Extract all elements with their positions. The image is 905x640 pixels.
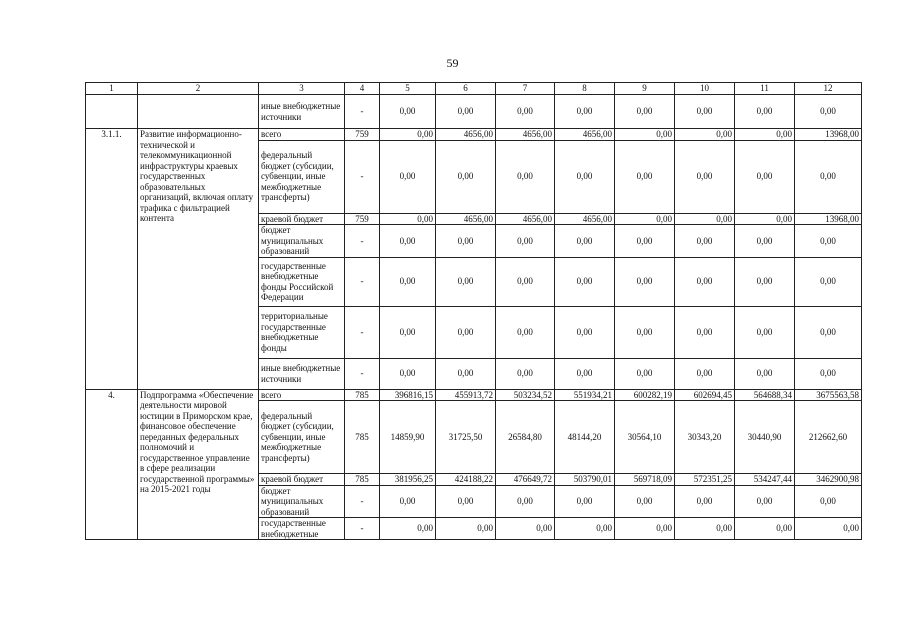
amount-cell: 0,00 (615, 358, 675, 389)
amount-cell: 0,00 (735, 485, 795, 518)
column-header: 3 (259, 83, 345, 95)
page-number: 59 (446, 56, 459, 70)
code-cell: - (345, 518, 380, 540)
amount-cell: 0,00 (735, 225, 795, 258)
amount-cell: 0,00 (615, 485, 675, 518)
amount-cell: 30564,10 (615, 401, 675, 474)
amount-cell: 396816,15 (380, 389, 436, 401)
amount-cell: 0,00 (795, 358, 862, 389)
code-cell: - (345, 95, 380, 129)
amount-cell: 0,00 (496, 225, 555, 258)
amount-cell: 0,00 (380, 140, 436, 213)
amount-cell: 0,00 (555, 358, 615, 389)
funding-source-cell: бюджет муниципальных образований (259, 225, 345, 258)
budget-table (85, 82, 862, 540)
amount-cell: 0,00 (496, 518, 555, 540)
amount-cell: 0,00 (380, 485, 436, 518)
amount-cell: 0,00 (555, 257, 615, 306)
amount-cell: 0,00 (795, 257, 862, 306)
amount-cell: 0,00 (675, 95, 735, 129)
amount-cell: 476649,72 (496, 474, 555, 486)
amount-cell: 0,00 (555, 518, 615, 540)
code-cell: 785 (345, 401, 380, 474)
amount-cell: 0,00 (735, 140, 795, 213)
funding-source-cell: иные внебюджетные источники (259, 358, 345, 389)
amount-cell: 0,00 (675, 306, 735, 358)
amount-cell: 0,00 (675, 257, 735, 306)
amount-cell: 564688,34 (735, 389, 795, 401)
amount-cell: 0,00 (555, 140, 615, 213)
code-cell: 785 (345, 474, 380, 486)
amount-cell: 0,00 (436, 518, 496, 540)
funding-source-cell: краевой бюджет (259, 213, 345, 225)
code-cell: 759 (345, 213, 380, 225)
section-name-cell: Развитие информационно-технической и телекоммуникационной инфраструктуры краевых государственных образовательных организаций, включая оплату трафика с фильтрацией контента (138, 129, 259, 390)
funding-source-cell: краевой бюджет (259, 474, 345, 486)
amount-cell: 569718,09 (615, 474, 675, 486)
table-row (86, 389, 862, 401)
amount-cell: 4656,00 (555, 213, 615, 225)
column-header: 7 (496, 83, 555, 95)
funding-source-cell: федеральный бюджет (субсидии, субвенции, иные межбюджетные трансферты) (259, 401, 345, 474)
amount-cell: 0,00 (436, 358, 496, 389)
amount-cell: 0,00 (496, 306, 555, 358)
column-header: 12 (795, 83, 862, 95)
code-cell: 759 (345, 129, 380, 141)
amount-cell: 0,00 (795, 306, 862, 358)
amount-cell: 0,00 (615, 306, 675, 358)
amount-cell: 0,00 (735, 257, 795, 306)
amount-cell: 0,00 (735, 213, 795, 225)
amount-cell: 0,00 (380, 257, 436, 306)
section-number-cell: 3.1.1. (86, 129, 138, 390)
amount-cell: 0,00 (496, 485, 555, 518)
amount-cell: 3675563,58 (795, 389, 862, 401)
funding-source-cell: всего (259, 129, 345, 141)
amount-cell: 0,00 (496, 257, 555, 306)
amount-cell: 0,00 (675, 140, 735, 213)
column-header: 1 (86, 83, 138, 95)
amount-cell: 212662,60 (795, 401, 862, 474)
code-cell: - (345, 306, 380, 358)
amount-cell: 0,00 (615, 518, 675, 540)
amount-cell: 0,00 (436, 95, 496, 129)
amount-cell: 31725,50 (436, 401, 496, 474)
amount-cell: 455913,72 (436, 389, 496, 401)
amount-cell: 0,00 (795, 225, 862, 258)
amount-cell: 0,00 (555, 95, 615, 129)
amount-cell: 4656,00 (436, 129, 496, 141)
amount-cell: 0,00 (615, 213, 675, 225)
amount-cell: 48144,20 (555, 401, 615, 474)
amount-cell: 0,00 (795, 95, 862, 129)
amount-cell: 0,00 (735, 518, 795, 540)
amount-cell: 572351,25 (675, 474, 735, 486)
amount-cell: 26584,80 (496, 401, 555, 474)
code-cell: - (345, 358, 380, 389)
column-header: 5 (380, 83, 436, 95)
table-row (86, 95, 862, 129)
code-cell: - (345, 257, 380, 306)
funding-source-cell: государственные внебюджетные фонды Российской Федерации (259, 257, 345, 306)
amount-cell: 0,00 (555, 225, 615, 258)
amount-cell: 14859,90 (380, 401, 436, 474)
section-name-cell: Подпрограмма «Обеспечение деятельности мировой юстиции в Приморском крае, финансовое обеспечение переданных федеральных полномочий и государственное управление в сфере реализации государственной программы» на 2015-2021 годы (138, 389, 259, 540)
amount-cell: 0,00 (675, 518, 735, 540)
amount-cell: 424188,22 (436, 474, 496, 486)
amount-cell: 4656,00 (496, 129, 555, 141)
amount-cell: 4656,00 (436, 213, 496, 225)
amount-cell: 0,00 (795, 140, 862, 213)
amount-cell: 0,00 (615, 95, 675, 129)
amount-cell: 503234,52 (496, 389, 555, 401)
amount-cell: 381956,25 (380, 474, 436, 486)
amount-cell: 0,00 (380, 213, 436, 225)
amount-cell: 0,00 (436, 140, 496, 213)
amount-cell: 4656,00 (555, 129, 615, 141)
amount-cell: 503790,01 (555, 474, 615, 486)
funding-source-cell: иные внебюджетные источники (259, 95, 345, 129)
amount-cell: 0,00 (380, 95, 436, 129)
amount-cell: 0,00 (735, 129, 795, 141)
amount-cell: 0,00 (496, 140, 555, 213)
amount-cell: 0,00 (496, 358, 555, 389)
column-header: 6 (436, 83, 496, 95)
column-header: 4 (345, 83, 380, 95)
amount-cell: 0,00 (436, 485, 496, 518)
column-header: 11 (735, 83, 795, 95)
amount-cell: 0,00 (496, 95, 555, 129)
amount-cell: 0,00 (615, 129, 675, 141)
amount-cell: 0,00 (795, 485, 862, 518)
funding-source-cell: территориальные государственные внебюджетные фонды (259, 306, 345, 358)
column-header: 9 (615, 83, 675, 95)
amount-cell: 0,00 (795, 518, 862, 540)
amount-cell: 0,00 (615, 257, 675, 306)
amount-cell: 0,00 (380, 518, 436, 540)
amount-cell: 602694,45 (675, 389, 735, 401)
amount-cell: 0,00 (675, 129, 735, 141)
amount-cell: 30440,90 (735, 401, 795, 474)
amount-cell: 13968,00 (795, 213, 862, 225)
amount-cell: 0,00 (436, 225, 496, 258)
funding-source-cell: бюджет муниципальных образований (259, 485, 345, 518)
amount-cell: 534247,44 (735, 474, 795, 486)
column-header: 2 (138, 83, 259, 95)
amount-cell: 0,00 (675, 358, 735, 389)
amount-cell: 600282,19 (615, 389, 675, 401)
column-header: 8 (555, 83, 615, 95)
amount-cell: 0,00 (380, 306, 436, 358)
code-cell: - (345, 140, 380, 213)
amount-cell: 0,00 (436, 257, 496, 306)
amount-cell: 0,00 (675, 225, 735, 258)
column-header-row (86, 83, 862, 95)
amount-cell: 30343,20 (675, 401, 735, 474)
funding-source-cell: государственные внебюджетные (259, 518, 345, 540)
amount-cell: 0,00 (735, 358, 795, 389)
code-cell: - (345, 225, 380, 258)
amount-cell: 13968,00 (795, 129, 862, 141)
code-cell: 785 (345, 389, 380, 401)
amount-cell: 0,00 (615, 140, 675, 213)
empty-cell (86, 95, 138, 129)
amount-cell: 0,00 (380, 129, 436, 141)
section-number-cell: 4. (86, 389, 138, 540)
code-cell: - (345, 485, 380, 518)
amount-cell: 551934,21 (555, 389, 615, 401)
amount-cell: 0,00 (380, 358, 436, 389)
table-row (86, 129, 862, 141)
amount-cell: 0,00 (555, 306, 615, 358)
funding-source-cell: федеральный бюджет (субсидии, субвенции, иные межбюджетные трансферты) (259, 140, 345, 213)
column-header: 10 (675, 83, 735, 95)
amount-cell: 0,00 (675, 485, 735, 518)
amount-cell: 0,00 (735, 95, 795, 129)
amount-cell: 0,00 (675, 213, 735, 225)
amount-cell: 4656,00 (496, 213, 555, 225)
amount-cell: 0,00 (380, 225, 436, 258)
empty-cell (138, 95, 259, 129)
amount-cell: 0,00 (555, 485, 615, 518)
amount-cell: 3462900,98 (795, 474, 862, 486)
amount-cell: 0,00 (735, 306, 795, 358)
funding-source-cell: всего (259, 389, 345, 401)
amount-cell: 0,00 (615, 225, 675, 258)
amount-cell: 0,00 (436, 306, 496, 358)
